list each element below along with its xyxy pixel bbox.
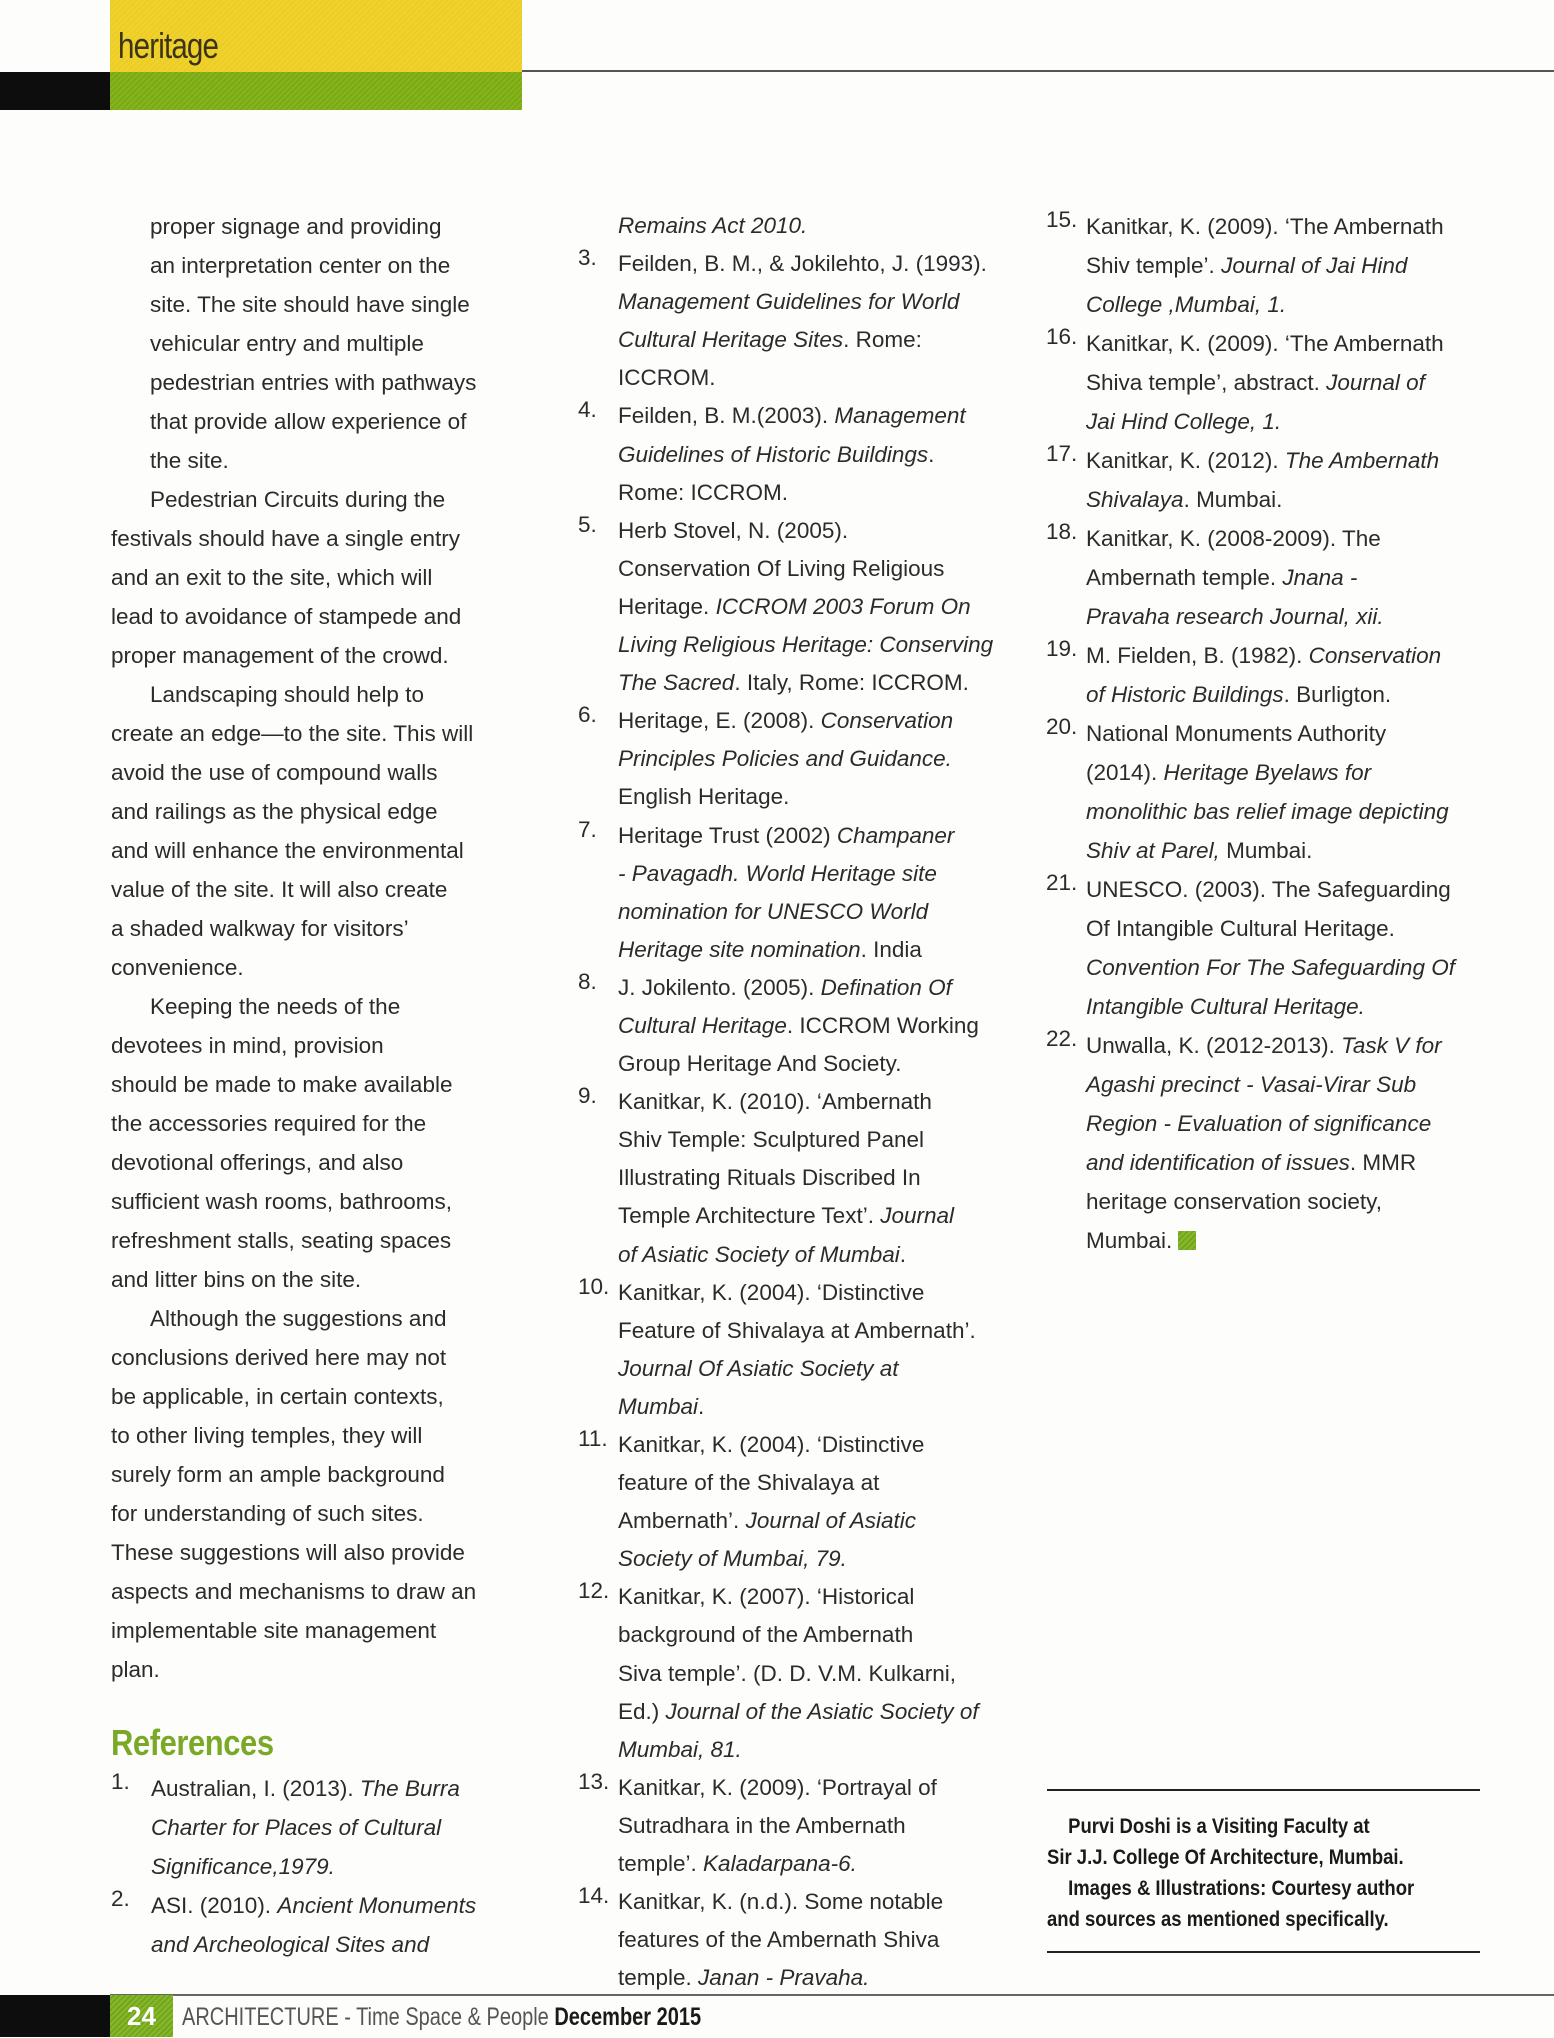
reference-text: . Rome: [843, 327, 922, 353]
reference-line [618, 1350, 1018, 1388]
reference-text: . [928, 441, 935, 467]
reference-line [618, 1578, 1018, 1616]
paragraph-line: plan. [111, 1657, 160, 1682]
reference-text: Kanitkar, K. (2009). ‘The Ambernath [1086, 331, 1444, 356]
reference-line [1086, 441, 1496, 480]
reference-title-text: Conservation [820, 708, 954, 734]
reference-text: ASI. (2010). [151, 1893, 278, 1918]
reference-line [618, 626, 1018, 664]
reference-title-text: Living Religious Heritage: Conserving [618, 632, 994, 658]
reference-line [1086, 1182, 1496, 1221]
reference-text: Kanitkar, K. (2004). ‘Distinctive [618, 1432, 925, 1457]
footer-rule [110, 1994, 1554, 1996]
reference-text: UNESCO. (2003). The Safeguarding [1086, 877, 1451, 902]
reference-number: 4. [578, 397, 597, 423]
reference-title-text: Charter for Places of Cultural [151, 1815, 442, 1840]
reference-text: J. Jokilento. (2005). [618, 974, 821, 1000]
reference-line [151, 1769, 531, 1808]
reference-text: (2014). [1086, 760, 1164, 785]
reference-line [1086, 870, 1496, 909]
reference-number: 15. [1046, 207, 1078, 232]
paragraph-line: vehicular entry and multiple [150, 331, 424, 356]
reference-line [618, 1769, 1018, 1807]
reference-line [1086, 987, 1496, 1026]
paragraph-line: for understanding of such sites. [111, 1501, 424, 1526]
reference-line [1086, 246, 1496, 285]
reference-line [1086, 636, 1496, 675]
paragraph-line: site. The site should have single [150, 292, 470, 317]
reference-title-text: and identification of issues [1086, 1150, 1350, 1175]
reference-line [618, 1502, 1018, 1540]
author-note-line: Purvi Doshi is a Visiting Faculty at [1068, 1815, 1370, 1838]
reference-title-text: of Historic Buildings [1086, 682, 1284, 707]
reference-text: Of Intangible Cultural Heritage. [1086, 916, 1395, 941]
reference-line [1086, 948, 1496, 987]
reference-title-text: Pravaha research Journal, xii. [1086, 604, 1384, 629]
reference-title-text: Convention For The Safeguarding Of [1086, 955, 1455, 980]
reference-title-text: Conservation [1308, 643, 1442, 668]
reference-line [1086, 558, 1496, 597]
reference-text: Kanitkar, K. (n.d.). Some notable [618, 1889, 944, 1915]
footer-magazine [182, 1997, 701, 2037]
paragraph-line: surely form an ample background [111, 1462, 445, 1487]
reference-item [1046, 636, 1496, 714]
reference-item [578, 1769, 1018, 1883]
references-list-part-2 [578, 207, 1018, 1997]
reference-text: Shiva temple’, abstract. [1086, 370, 1327, 395]
reference-title-text: Heritage Byelaws for [1163, 760, 1372, 785]
reference-line [618, 1921, 1018, 1959]
reference-text: Feilden, B. M.(2003). [618, 403, 835, 429]
reference-line [618, 778, 1018, 816]
reference-title-text: Kaladarpana-6. [703, 1851, 857, 1877]
reference-text: Kanitkar, K. (2009). ‘Portrayal of [618, 1774, 937, 1800]
reference-title-text: Cultural Heritage [618, 1012, 787, 1038]
reference-item [1046, 870, 1496, 1026]
column-middle [578, 207, 1018, 1997]
reference-line [1086, 753, 1496, 792]
reference-number: 2. [111, 1886, 130, 1911]
reference-number: 3. [578, 245, 597, 271]
reference-item [578, 1883, 1018, 1997]
body-text [111, 207, 531, 1689]
reference-title-text: ICCROM 2003 Forum On [715, 593, 971, 619]
reference-item [578, 397, 1018, 511]
reference-text: Conservation Of Living Religious [618, 555, 945, 581]
reference-text: temple. [618, 1965, 699, 1991]
column-right [1046, 207, 1496, 1260]
reference-line [1086, 519, 1496, 558]
paragraph-line: should be made to make available [111, 1072, 453, 1097]
end-of-article-mark-icon [1178, 1231, 1196, 1250]
reference-line [618, 321, 1018, 359]
reference-title-text: and Archeological Sites and [151, 1932, 430, 1957]
reference-title-text: Significance,1979. [151, 1854, 335, 1879]
paragraph-line: proper management of the crowd. [111, 643, 449, 668]
reference-number: 16. [1046, 324, 1078, 349]
reference-title-text: Journal [880, 1203, 954, 1229]
reference-line [618, 702, 1018, 740]
author-note-line: Images & Illustrations: Courtesy author [1068, 1877, 1415, 1900]
reference-line [618, 1274, 1018, 1312]
reference-line [618, 397, 1018, 435]
reference-line [1086, 1026, 1496, 1065]
reference-text: . ICCROM Working [786, 1012, 979, 1038]
reference-text: Kanitkar, K. (2010). ‘Ambernath [618, 1089, 932, 1115]
reference-number: 1. [111, 1769, 130, 1794]
reference-line [618, 1693, 1018, 1731]
reference-title-text: Task V for [1341, 1033, 1442, 1058]
reference-line [618, 1388, 1018, 1426]
reference-text: heritage conservation society, [1086, 1189, 1382, 1214]
reference-text: Shiv temple’. [1086, 253, 1222, 278]
reference-number: 17. [1046, 441, 1078, 466]
paragraph-line: These suggestions will also provide [111, 1540, 465, 1565]
reference-text: Kanitkar, K. (2007). ‘Historical [618, 1584, 915, 1610]
reference-text: Australian, I. (2013). [151, 1776, 360, 1801]
reference-text: . MMR [1349, 1150, 1417, 1175]
reference-item [1046, 1026, 1496, 1260]
reference-number: 20. [1046, 714, 1078, 739]
paragraph-line: a shaded walkway for visitors’ [111, 916, 409, 941]
reference-line [1086, 1143, 1496, 1182]
reference-line [618, 588, 1018, 626]
reference-text: Feature of Shivalaya at Ambernath’. [618, 1317, 976, 1343]
reference-item [578, 1274, 1018, 1426]
reference-title-text: The Sacred [618, 670, 735, 696]
reference-item [1046, 519, 1496, 636]
reference-number: 12. [578, 1578, 610, 1604]
reference-text: . [899, 1241, 907, 1267]
reference-line [618, 1236, 1018, 1274]
reference-number: 6. [578, 702, 597, 728]
reference-line [618, 1312, 1018, 1350]
reference-text: Siva temple’. (D. D. V.M. Kulkarni, [618, 1660, 957, 1686]
reference-item [578, 245, 1018, 397]
reference-item [578, 1578, 1018, 1768]
reference-line [618, 1197, 1018, 1235]
reference-line [151, 1886, 531, 1925]
reference-line [1086, 1221, 1496, 1260]
reference-title-text: of Asiatic Society of Mumbai [618, 1241, 900, 1267]
reference-text: . India [860, 936, 922, 962]
references-list-part-1 [111, 1769, 531, 1964]
paragraph-line: Landscaping should help to [150, 682, 424, 707]
page-number: 24 [110, 1995, 173, 2037]
reference-line [618, 359, 1018, 397]
reference-line [618, 1540, 1018, 1578]
reference-number: 14. [578, 1883, 610, 1909]
reference-text: temple’. [618, 1851, 704, 1877]
paragraph-line: and railings as the physical edge [111, 799, 438, 824]
reference-line [618, 1883, 1018, 1921]
paragraph-line: Pedestrian Circuits during the [150, 487, 446, 512]
reference-text: Group Heritage And Society. [618, 1051, 902, 1077]
reference-line [618, 1083, 1018, 1121]
reference-title-text: Mumbai [618, 1393, 699, 1419]
reference-title-text: The Burra [359, 1776, 460, 1801]
reference-title-text: Journal of Jai Hind [1221, 253, 1408, 278]
reference-text: Herb Stovel, N. (2005). [618, 517, 849, 543]
reference-number: 19. [1046, 636, 1078, 661]
reference-text: English Heritage. [618, 784, 790, 810]
paragraph-line: the site. [150, 448, 229, 473]
reference-line [1086, 207, 1496, 246]
reference-line [618, 664, 1018, 702]
reference-title-text: Mumbai, 81. [618, 1736, 742, 1762]
reference-text: Unwalla, K. (2012-2013). [1086, 1033, 1342, 1058]
reference-number: 7. [578, 816, 597, 842]
reference-line [1086, 675, 1496, 714]
reference-line [151, 1808, 531, 1847]
reference-text: M. Fielden, B. (1982). [1086, 643, 1309, 668]
reference-number: 18. [1046, 519, 1078, 544]
reference-line [618, 1731, 1018, 1769]
reference-title-text: nomination for UNESCO World [618, 898, 929, 924]
reference-text: . [698, 1393, 705, 1419]
paragraph-line: that provide allow experience of [150, 409, 467, 434]
reference-line [618, 283, 1018, 321]
reference-text: Ambernath’. [618, 1508, 746, 1534]
reference-line [618, 474, 1018, 512]
paragraph-line: Keeping the needs of the [150, 994, 401, 1019]
reference-text: National Monuments Authority [1086, 721, 1387, 746]
reference-line [1086, 363, 1496, 402]
reference-line [618, 550, 1018, 588]
reference-title-text: College ,Mumbai, 1. [1086, 292, 1287, 317]
reference-line [618, 740, 1018, 778]
paragraph-line: value of the site. It will also create [111, 877, 448, 902]
reference-title-text: Jai Hind College, 1. [1086, 409, 1282, 434]
reference-line [618, 1464, 1018, 1502]
reference-item [111, 1769, 531, 1886]
paragraph-line: be applicable, in certain contexts, [111, 1384, 444, 1409]
paragraph-line: proper signage and providing [150, 214, 442, 239]
reference-number: 5. [578, 511, 597, 537]
reference-item [1046, 714, 1496, 870]
reference-line [1086, 1065, 1496, 1104]
reference-number: 22. [1046, 1026, 1078, 1051]
reference-title-text: Society of Mumbai, 79. [618, 1546, 847, 1572]
reference-text: Feilden, B. M., & Jokilehto, J. (1993). [618, 251, 987, 277]
reference-number: 21. [1046, 870, 1078, 895]
section-label: heritage [118, 25, 219, 66]
section-banner-black [0, 72, 110, 110]
reference-text: . Mumbai. [1183, 487, 1283, 512]
reference-text: Sutradhara in the Ambernath [618, 1812, 906, 1838]
reference-line [1086, 831, 1496, 870]
reference-line [618, 1159, 1018, 1197]
paragraph-line: and an exit to the site, which will [111, 565, 433, 590]
reference-text: . Italy, Rome: ICCROM. [734, 670, 969, 696]
header-rule [522, 70, 1554, 72]
reference-line [618, 1845, 1018, 1883]
reference-line [618, 1007, 1018, 1045]
reference-text: Kanitkar, K. (2012). [1086, 448, 1285, 473]
paragraph-line: aspects and mechanisms to draw an [111, 1579, 477, 1604]
reference-title-text: Management [834, 403, 966, 429]
paragraph-line: and will enhance the environmental [111, 838, 464, 863]
reference-item [578, 1083, 1018, 1273]
reference-line [1086, 480, 1496, 519]
reference-text: Kanitkar, K. (2009). ‘The Ambernath [1086, 214, 1444, 239]
reference-text: Ed.) [618, 1698, 666, 1724]
reference-text: . Burligton. [1283, 682, 1392, 707]
paragraph-line: pedestrian entries with pathways [150, 370, 477, 395]
reference-title-text: Champaner [836, 822, 955, 848]
reference-number: 8. [578, 968, 597, 994]
reference-text: ICCROM. [618, 365, 716, 391]
paragraph-line: the accessories required for the [111, 1111, 427, 1136]
reference-number: 13. [578, 1768, 610, 1794]
paragraph-line: and litter bins on the site. [111, 1267, 362, 1292]
paragraph-line: festivals should have a single entry [111, 526, 460, 551]
reference-item [111, 1886, 531, 1964]
reference-title-text: Journal of Asiatic [745, 1508, 917, 1534]
reference-title-text: Jnana - [1282, 565, 1358, 590]
reference-line [1086, 285, 1496, 324]
references-list-part-3 [1046, 207, 1496, 1260]
reference-title-text: Heritage site nomination [618, 936, 861, 962]
reference-title-text: Defination Of [820, 974, 952, 1000]
reference-title-text: Ancient Monuments [277, 1893, 477, 1918]
reference-title-text: Region - Evaluation of significance [1086, 1111, 1432, 1136]
column-left [111, 207, 531, 1964]
reference-text: Rome: ICCROM. [618, 479, 789, 505]
reference-line [618, 1616, 1018, 1654]
reference-line [618, 1426, 1018, 1464]
reference-line [618, 1121, 1018, 1159]
issue-date: December 2015 [554, 2003, 702, 2031]
reference-title-text: The Ambernath [1284, 448, 1440, 473]
reference-line [618, 207, 1018, 245]
reference-text: Mumbai. [1086, 1228, 1173, 1253]
reference-title-text: Shiv at Parel, [1086, 838, 1220, 863]
reference-line [1086, 324, 1496, 363]
reference-item [578, 702, 1018, 816]
reference-text: Heritage, E. (2008). [618, 708, 821, 734]
reference-item [1046, 441, 1496, 519]
reference-text: Illustrating Rituals Discribed In [618, 1165, 921, 1191]
reference-title-text: Janan - Pravaha. [698, 1965, 870, 1991]
paragraph-line: an interpretation center on the [150, 253, 451, 278]
reference-line [151, 1847, 531, 1886]
reference-title-text: monolithic bas relief image depicting [1086, 799, 1449, 824]
reference-text: Heritage Trust (2002) [618, 822, 837, 848]
reference-number: 9. [578, 1083, 597, 1109]
reference-item [578, 512, 1018, 702]
reference-line [618, 512, 1018, 550]
reference-line [1086, 714, 1496, 753]
footer-black-block [0, 1995, 110, 2037]
reference-line [618, 436, 1018, 474]
reference-title-text: Management Guidelines for World [618, 289, 960, 315]
reference-line [1086, 909, 1496, 948]
reference-line [618, 1959, 1018, 1997]
paragraph-line: Although the suggestions and [150, 1306, 447, 1331]
reference-item [578, 1426, 1018, 1578]
reference-title-text: Journal of the Asiatic Society of [665, 1698, 979, 1724]
reference-line [1086, 792, 1496, 831]
reference-line [618, 855, 1018, 893]
reference-text: features of the Ambernath Shiva [618, 1927, 940, 1953]
reference-line [618, 893, 1018, 931]
paragraph-line: convenience. [111, 955, 244, 980]
reference-line [618, 931, 1018, 969]
reference-item [1046, 324, 1496, 441]
paragraph-line: devotees in mind, provision [111, 1033, 384, 1058]
reference-line [618, 245, 1018, 283]
reference-line [618, 1655, 1018, 1693]
reference-item [578, 969, 1018, 1083]
reference-line [151, 1925, 531, 1964]
reference-title-text: - Pavagadh. World Heritage site [618, 860, 937, 886]
section-banner-green [110, 72, 522, 110]
reference-item [578, 817, 1018, 969]
reference-line [1086, 1104, 1496, 1143]
reference-text: Kanitkar, K. (2004). ‘Distinctive [618, 1279, 925, 1305]
paragraph-line: refreshment stalls, seating spaces [111, 1228, 452, 1253]
reference-text: Ambernath temple. [1086, 565, 1283, 590]
reference-title-text: Intangible Cultural Heritage. [1086, 994, 1365, 1019]
reference-line [618, 1807, 1018, 1845]
author-note-line: Sir J.J. College Of Architecture, Mumbai. [1047, 1846, 1404, 1869]
paragraph-line: avoid the use of compound walls [111, 760, 438, 785]
reference-text: background of the Ambernath [618, 1622, 914, 1648]
paragraph-line: implementable site management [111, 1618, 437, 1643]
reference-title-text: Agashi precinct - Vasai-Virar Sub [1086, 1072, 1417, 1097]
paragraph-line: devotional offerings, and also [111, 1150, 404, 1175]
reference-number: 11. [578, 1426, 608, 1451]
reference-text: feature of the Shivalaya at [618, 1470, 880, 1496]
author-note-line: and sources as mentioned specifically. [1047, 1908, 1389, 1931]
reference-title-text: Principles Policies and Guidance. [618, 746, 952, 772]
reference-title-text: Shivalaya [1086, 487, 1184, 512]
magazine-title: ARCHITECTURE - Time Space & People [182, 2003, 549, 2031]
references-heading: References [111, 1722, 274, 1763]
reference-title-text: Journal Of Asiatic Society at [618, 1355, 899, 1381]
reference-text: Temple Architecture Text’. [618, 1203, 881, 1229]
reference-line [618, 1045, 1018, 1083]
reference-text: Kanitkar, K. (2008-2009). The [1086, 526, 1381, 551]
reference-line [1086, 402, 1496, 441]
reference-item [578, 207, 1018, 245]
reference-text: Heritage. [618, 593, 716, 619]
author-note [1047, 1789, 1480, 1953]
reference-title-text: Guidelines of Historic Buildings [618, 441, 929, 467]
reference-number: 10. [578, 1273, 610, 1299]
paragraph-line: conclusions derived here may not [111, 1345, 447, 1370]
reference-line [618, 969, 1018, 1007]
paragraph-line: to other living temples, they will [111, 1423, 423, 1448]
reference-text: Mumbai. [1219, 838, 1313, 863]
reference-title-text: Journal of [1326, 370, 1425, 395]
paragraph-line: sufficient wash rooms, bathrooms, [111, 1189, 452, 1214]
reference-title-text: Remains Act 2010. [618, 213, 808, 238]
reference-item [1046, 207, 1496, 324]
reference-title-text: Cultural Heritage Sites [618, 327, 844, 353]
reference-text: Shiv Temple: Sculptured Panel [618, 1127, 925, 1153]
paragraph-line: lead to avoidance of stampede and [111, 604, 462, 629]
reference-line [618, 817, 1018, 855]
paragraph-line: create an edge—to the site. This will [111, 721, 474, 746]
reference-line [1086, 597, 1496, 636]
